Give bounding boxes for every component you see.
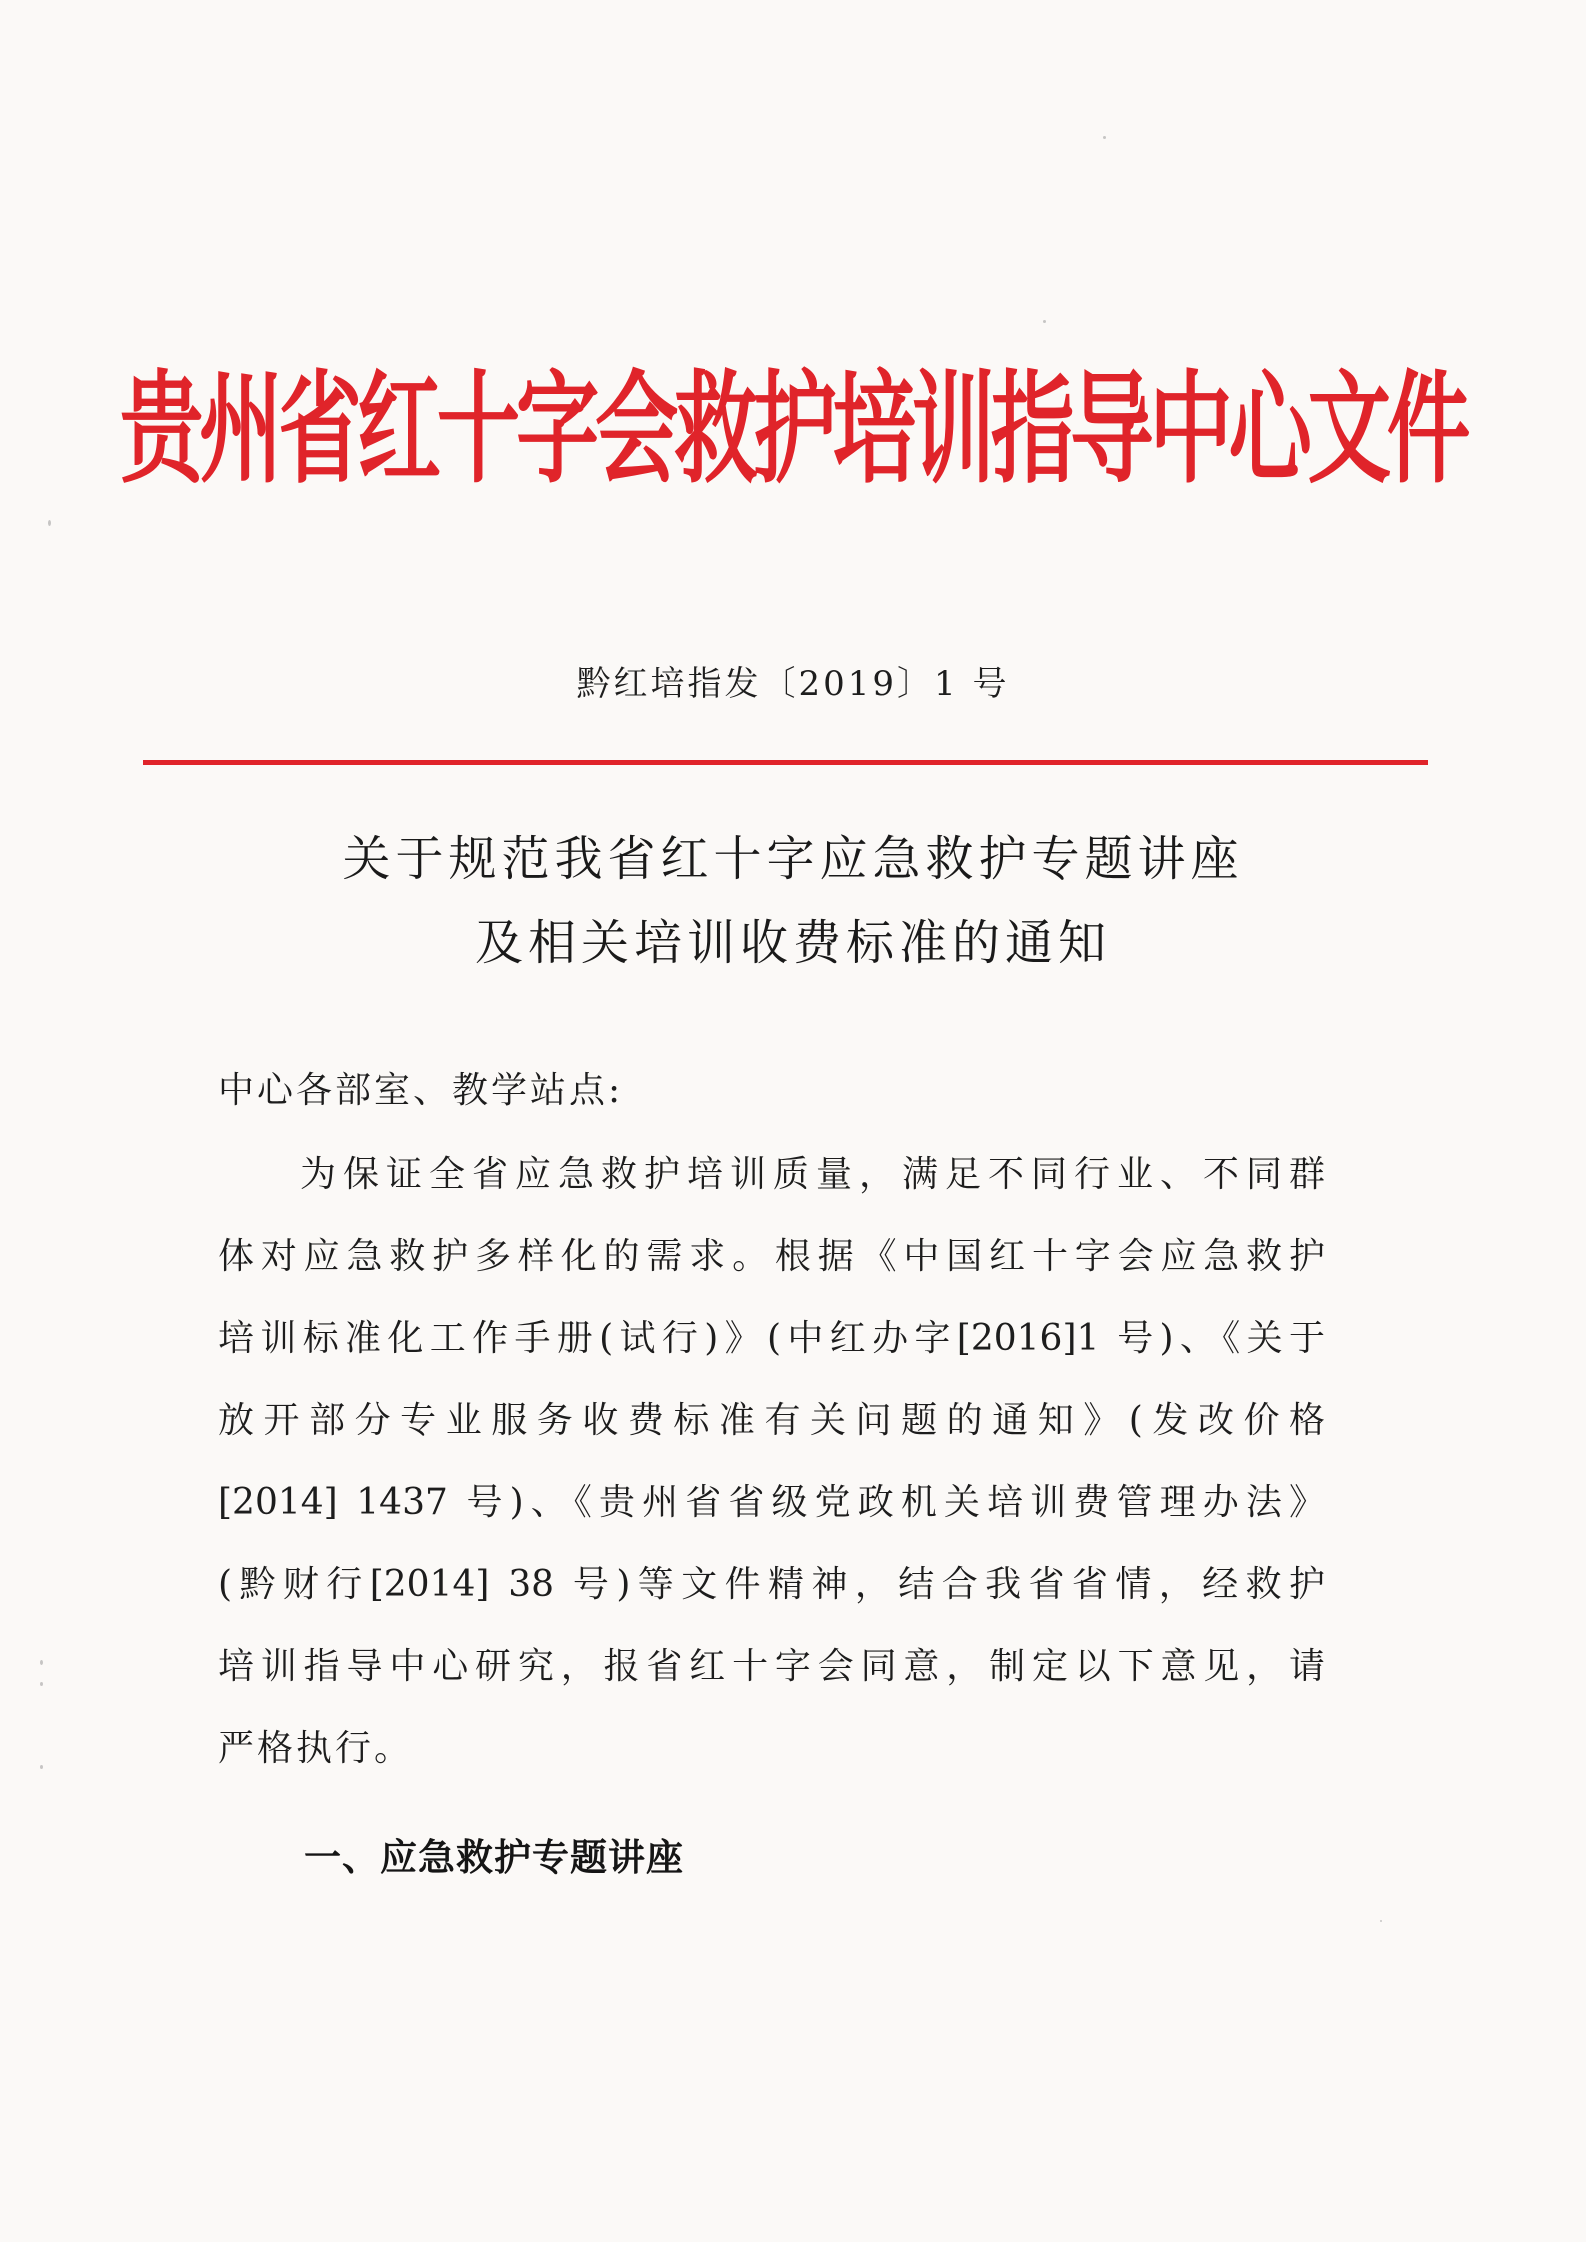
scan-speck xyxy=(40,1660,43,1665)
scan-speck xyxy=(1043,320,1046,323)
notice-title-line-2: 及相关培训收费标准的通知 xyxy=(474,915,1111,971)
paragraph-line: 培训指导中心研究，报省红十字会同意，制定以下意见，请 xyxy=(218,1646,1325,1687)
paragraph-line: [2014] 1437 号)、《贵州省省级党政机关培训费管理办法》 xyxy=(218,1482,1325,1523)
scan-speck xyxy=(48,520,51,526)
paragraph-line: 放开部分专业服务收费标准有关问题的通知》(发改价格 xyxy=(218,1400,1325,1441)
masthead-title xyxy=(0,360,1586,501)
paragraph-line: 为保证全省应急救护培训质量，满足不同行业、不同群 xyxy=(300,1154,1325,1195)
notice-title-line-1: 关于规范我省红十字应急救护专题讲座 xyxy=(342,831,1244,887)
paragraph-line: (黔财行[2014] 38 号)等文件精神，结合我省省情，经救护 xyxy=(218,1564,1325,1605)
red-divider xyxy=(143,760,1428,765)
scan-speck xyxy=(1380,1920,1382,1922)
document-number: 黔红培指发〔2019〕1 号 xyxy=(576,664,1010,704)
scan-speck xyxy=(40,1765,43,1769)
section-heading: 一、应急救护专题讲座 xyxy=(304,1836,684,1879)
salutation: 中心各部室、教学站点: xyxy=(218,1070,624,1111)
paragraph-line: 培训标准化工作手册(试行)》(中红办字[2016]1 号)、《关于 xyxy=(218,1318,1325,1359)
masthead-text: 贵州省红十字会救护培训指导中心文件 xyxy=(119,360,1467,501)
scan-speck xyxy=(40,1682,43,1686)
paragraph-line: 严格执行。 xyxy=(218,1728,414,1769)
paragraph-line: 体对应急救护多样化的需求。根据《中国红十字会应急救护 xyxy=(218,1236,1325,1277)
scan-speck xyxy=(1103,136,1106,139)
